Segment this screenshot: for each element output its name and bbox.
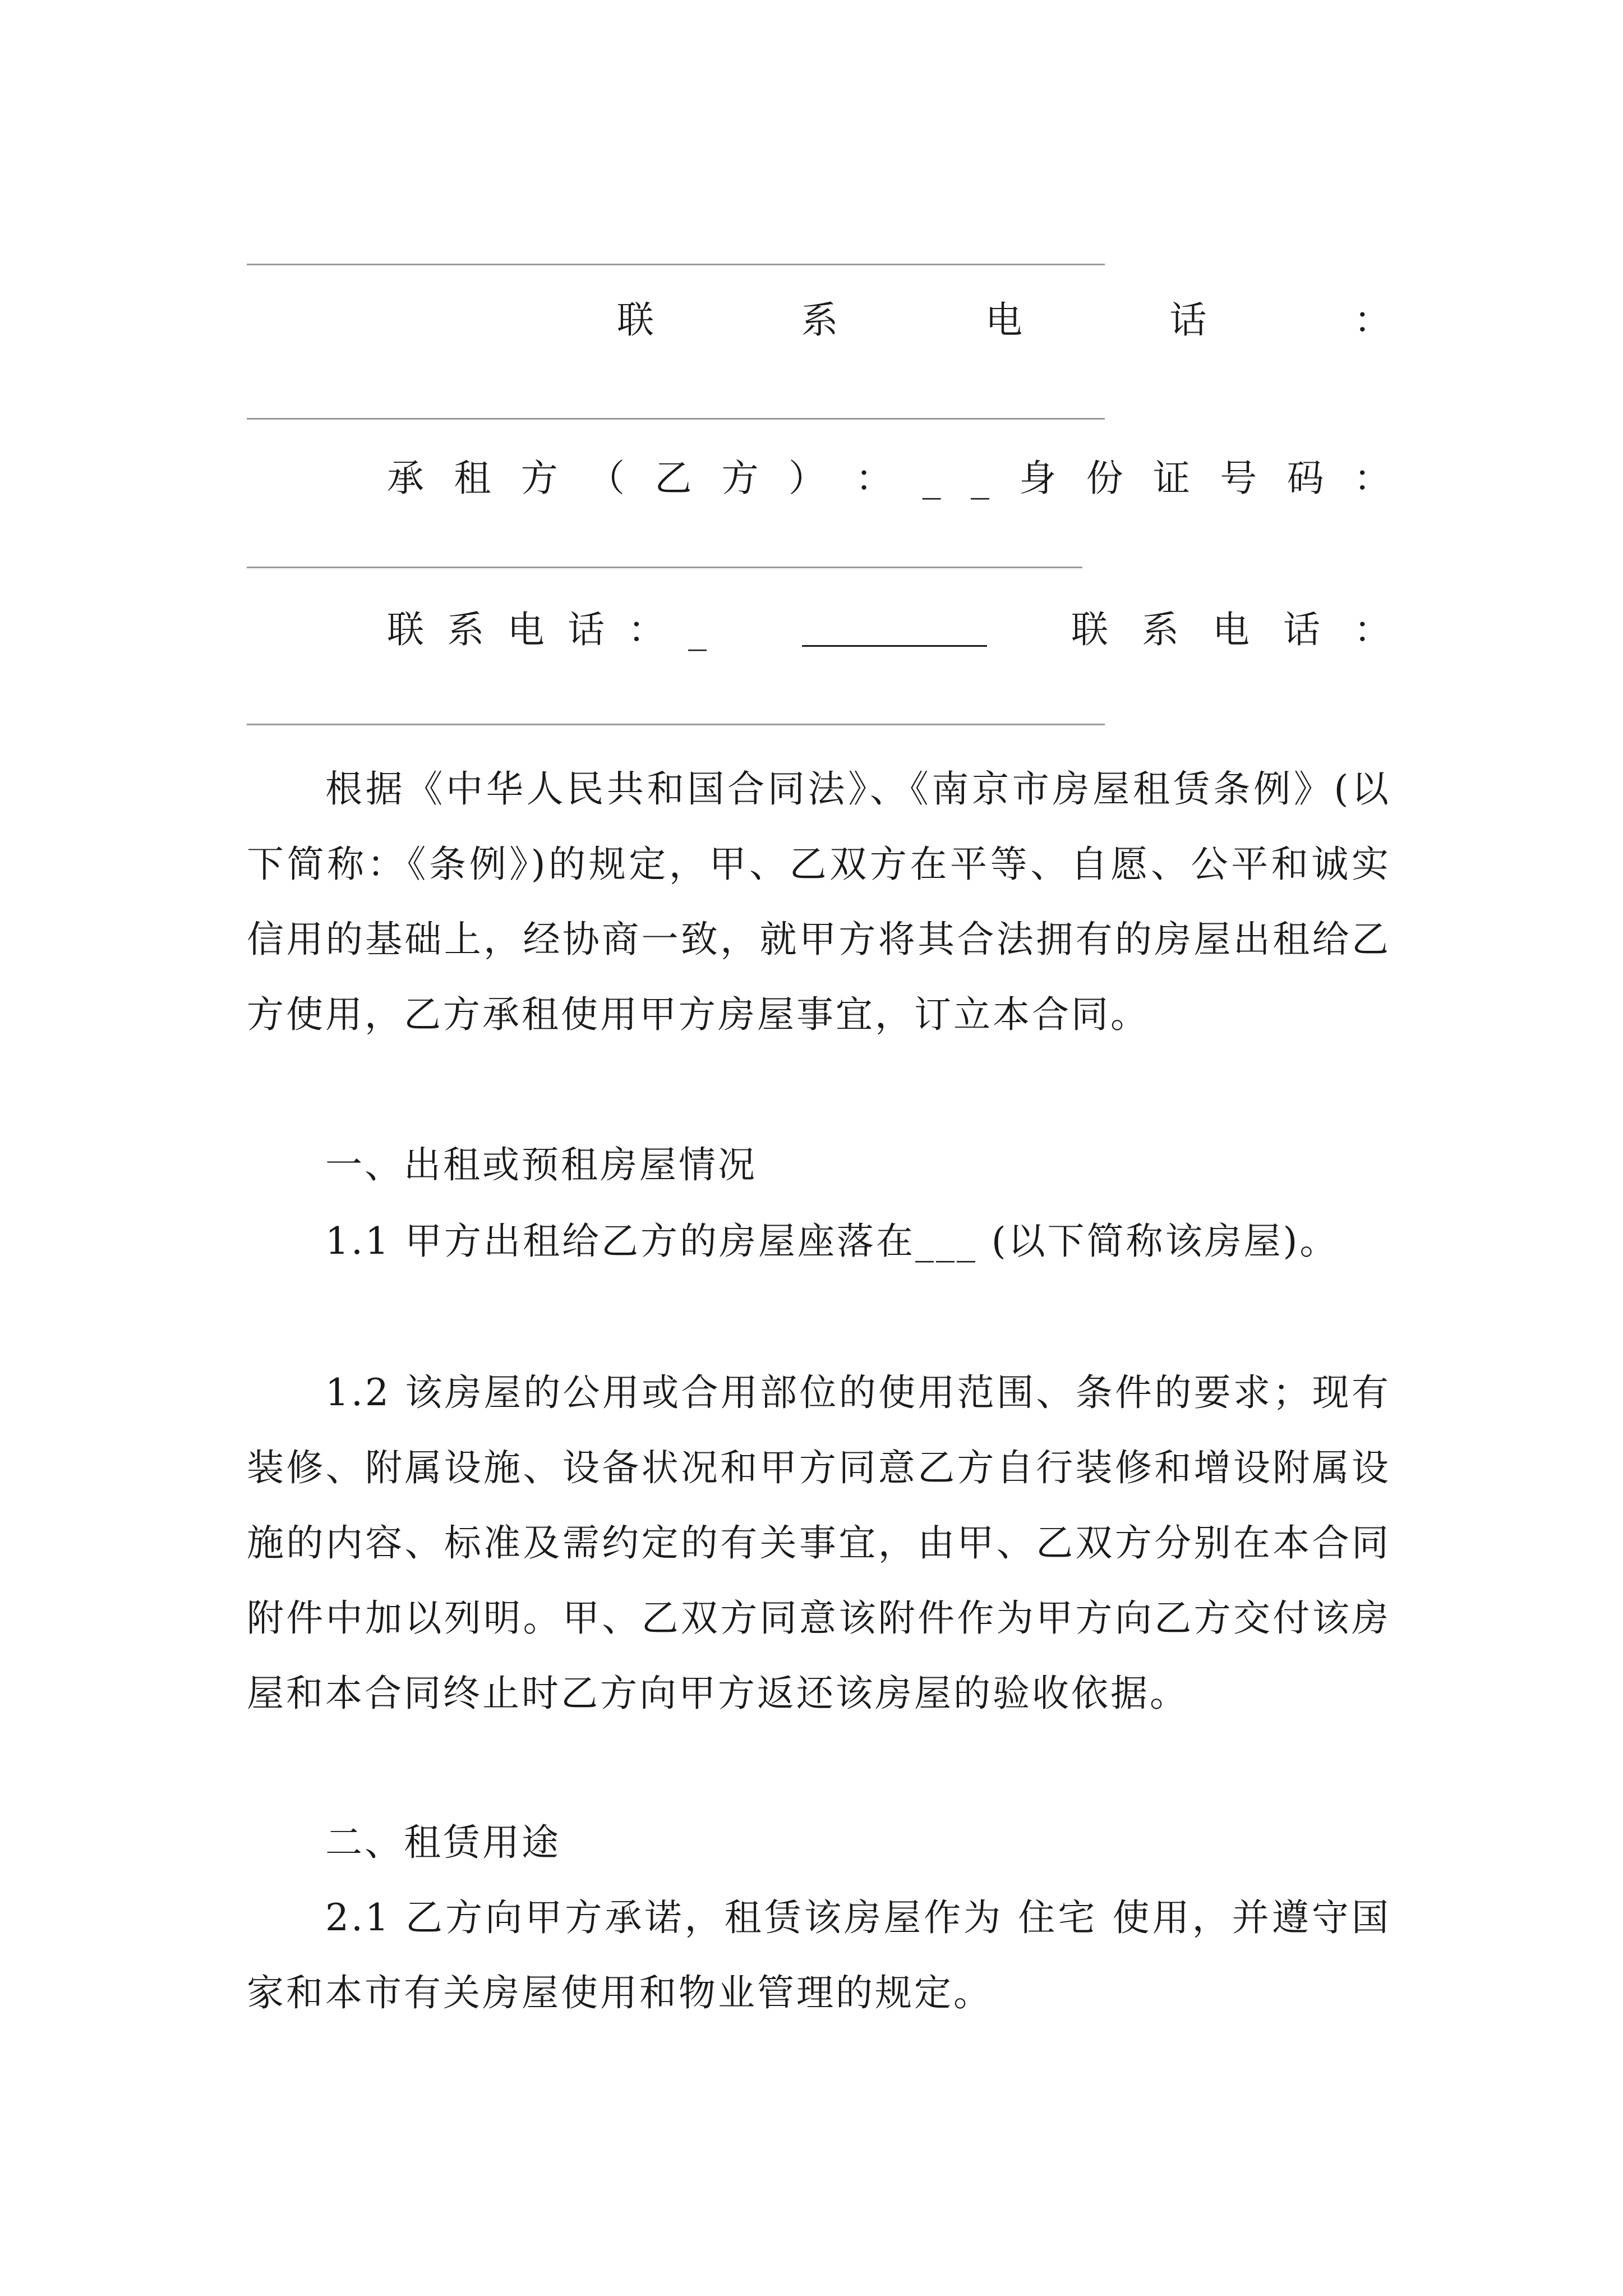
- phone-blank-line: [802, 611, 987, 647]
- label-char: ：: [1354, 298, 1391, 342]
- label-char: 系: [447, 608, 485, 651]
- label-char: 话: [1169, 298, 1207, 342]
- label-char: ）: [788, 457, 826, 500]
- fill-line: [247, 418, 1105, 420]
- fill-line: [247, 724, 1105, 725]
- fill-line: [247, 264, 1105, 265]
- label-char: _: [688, 608, 707, 651]
- label-char: 系: [1142, 608, 1179, 651]
- label-char: 电: [985, 298, 1022, 342]
- label-char: 租: [454, 457, 491, 500]
- label-char: ：: [855, 457, 893, 500]
- label-char: 方: [520, 457, 558, 500]
- label-char: 话: [568, 608, 605, 651]
- clause-1-2: 1.2 该房屋的公用或合用部位的使用范围、条件的要求；现有装修、附属设施、设备状况和甲方同意乙方自行装修和增设附属设施的内容、标准及需约定的有关事宜，由甲、乙双方分别在本合同附件中加以列明。甲、乙双方同意该附件作为甲方向乙方交付该房屋和本合同终止时乙方向甲方返还该房屋的验收依据。: [247, 1371, 1391, 1715]
- label-char: ：: [1353, 457, 1391, 500]
- label-char: 话: [1283, 608, 1320, 651]
- label-char: 电: [507, 608, 545, 651]
- label-char: 方: [721, 457, 759, 500]
- label-char: _: [922, 457, 941, 500]
- label-char: _: [970, 457, 989, 500]
- label-char: 联: [1071, 608, 1108, 651]
- label-char: 电: [1212, 608, 1249, 651]
- label-char: 码: [1287, 457, 1324, 500]
- label-char: （: [587, 457, 625, 500]
- label-char: ：: [628, 608, 665, 651]
- clause-1-1: 1.1 甲方出租给乙方的房屋座落在___ (以下简称该房屋)。: [325, 1220, 1339, 1263]
- intro-paragraph: 根据《中华人民共和国合同法》、《南京市房屋租赁条例》(以下简称：《条例》)的规定，甲、乙双方在平等、自愿、公平和诚实信用的基础上，经协商一致，就甲方将其合法拥有的房屋出租给乙方使用，乙方承租使用甲方房屋事宜，订立本合同。: [247, 767, 1391, 1036]
- fill-line: [247, 567, 1082, 568]
- label-char: 联: [617, 298, 654, 342]
- section-heading: 一、出租或预租房屋情况: [325, 1143, 757, 1186]
- label-char: 系: [801, 298, 838, 342]
- lessor-phone-label: [617, 298, 1391, 342]
- lessee-line: [387, 457, 1391, 500]
- label-char: 份: [1086, 457, 1123, 500]
- label-char: 号: [1220, 457, 1257, 500]
- section-heading: 二、租赁用途: [325, 1821, 561, 1864]
- label-char: 证: [1152, 457, 1190, 500]
- label-char: 身: [1019, 457, 1057, 500]
- label-char: ：: [1354, 608, 1391, 651]
- clause-2-1: 2.1 乙方向甲方承诺，租赁该房屋作为 住宅 使用，并遵守国家和本市有关房屋使用和物业管理的规定。: [247, 1896, 1391, 2014]
- lessee-phone-line: [387, 608, 1391, 656]
- label-char: 联: [387, 608, 424, 651]
- label-char: 乙: [654, 457, 692, 500]
- label-char: 承: [387, 457, 424, 500]
